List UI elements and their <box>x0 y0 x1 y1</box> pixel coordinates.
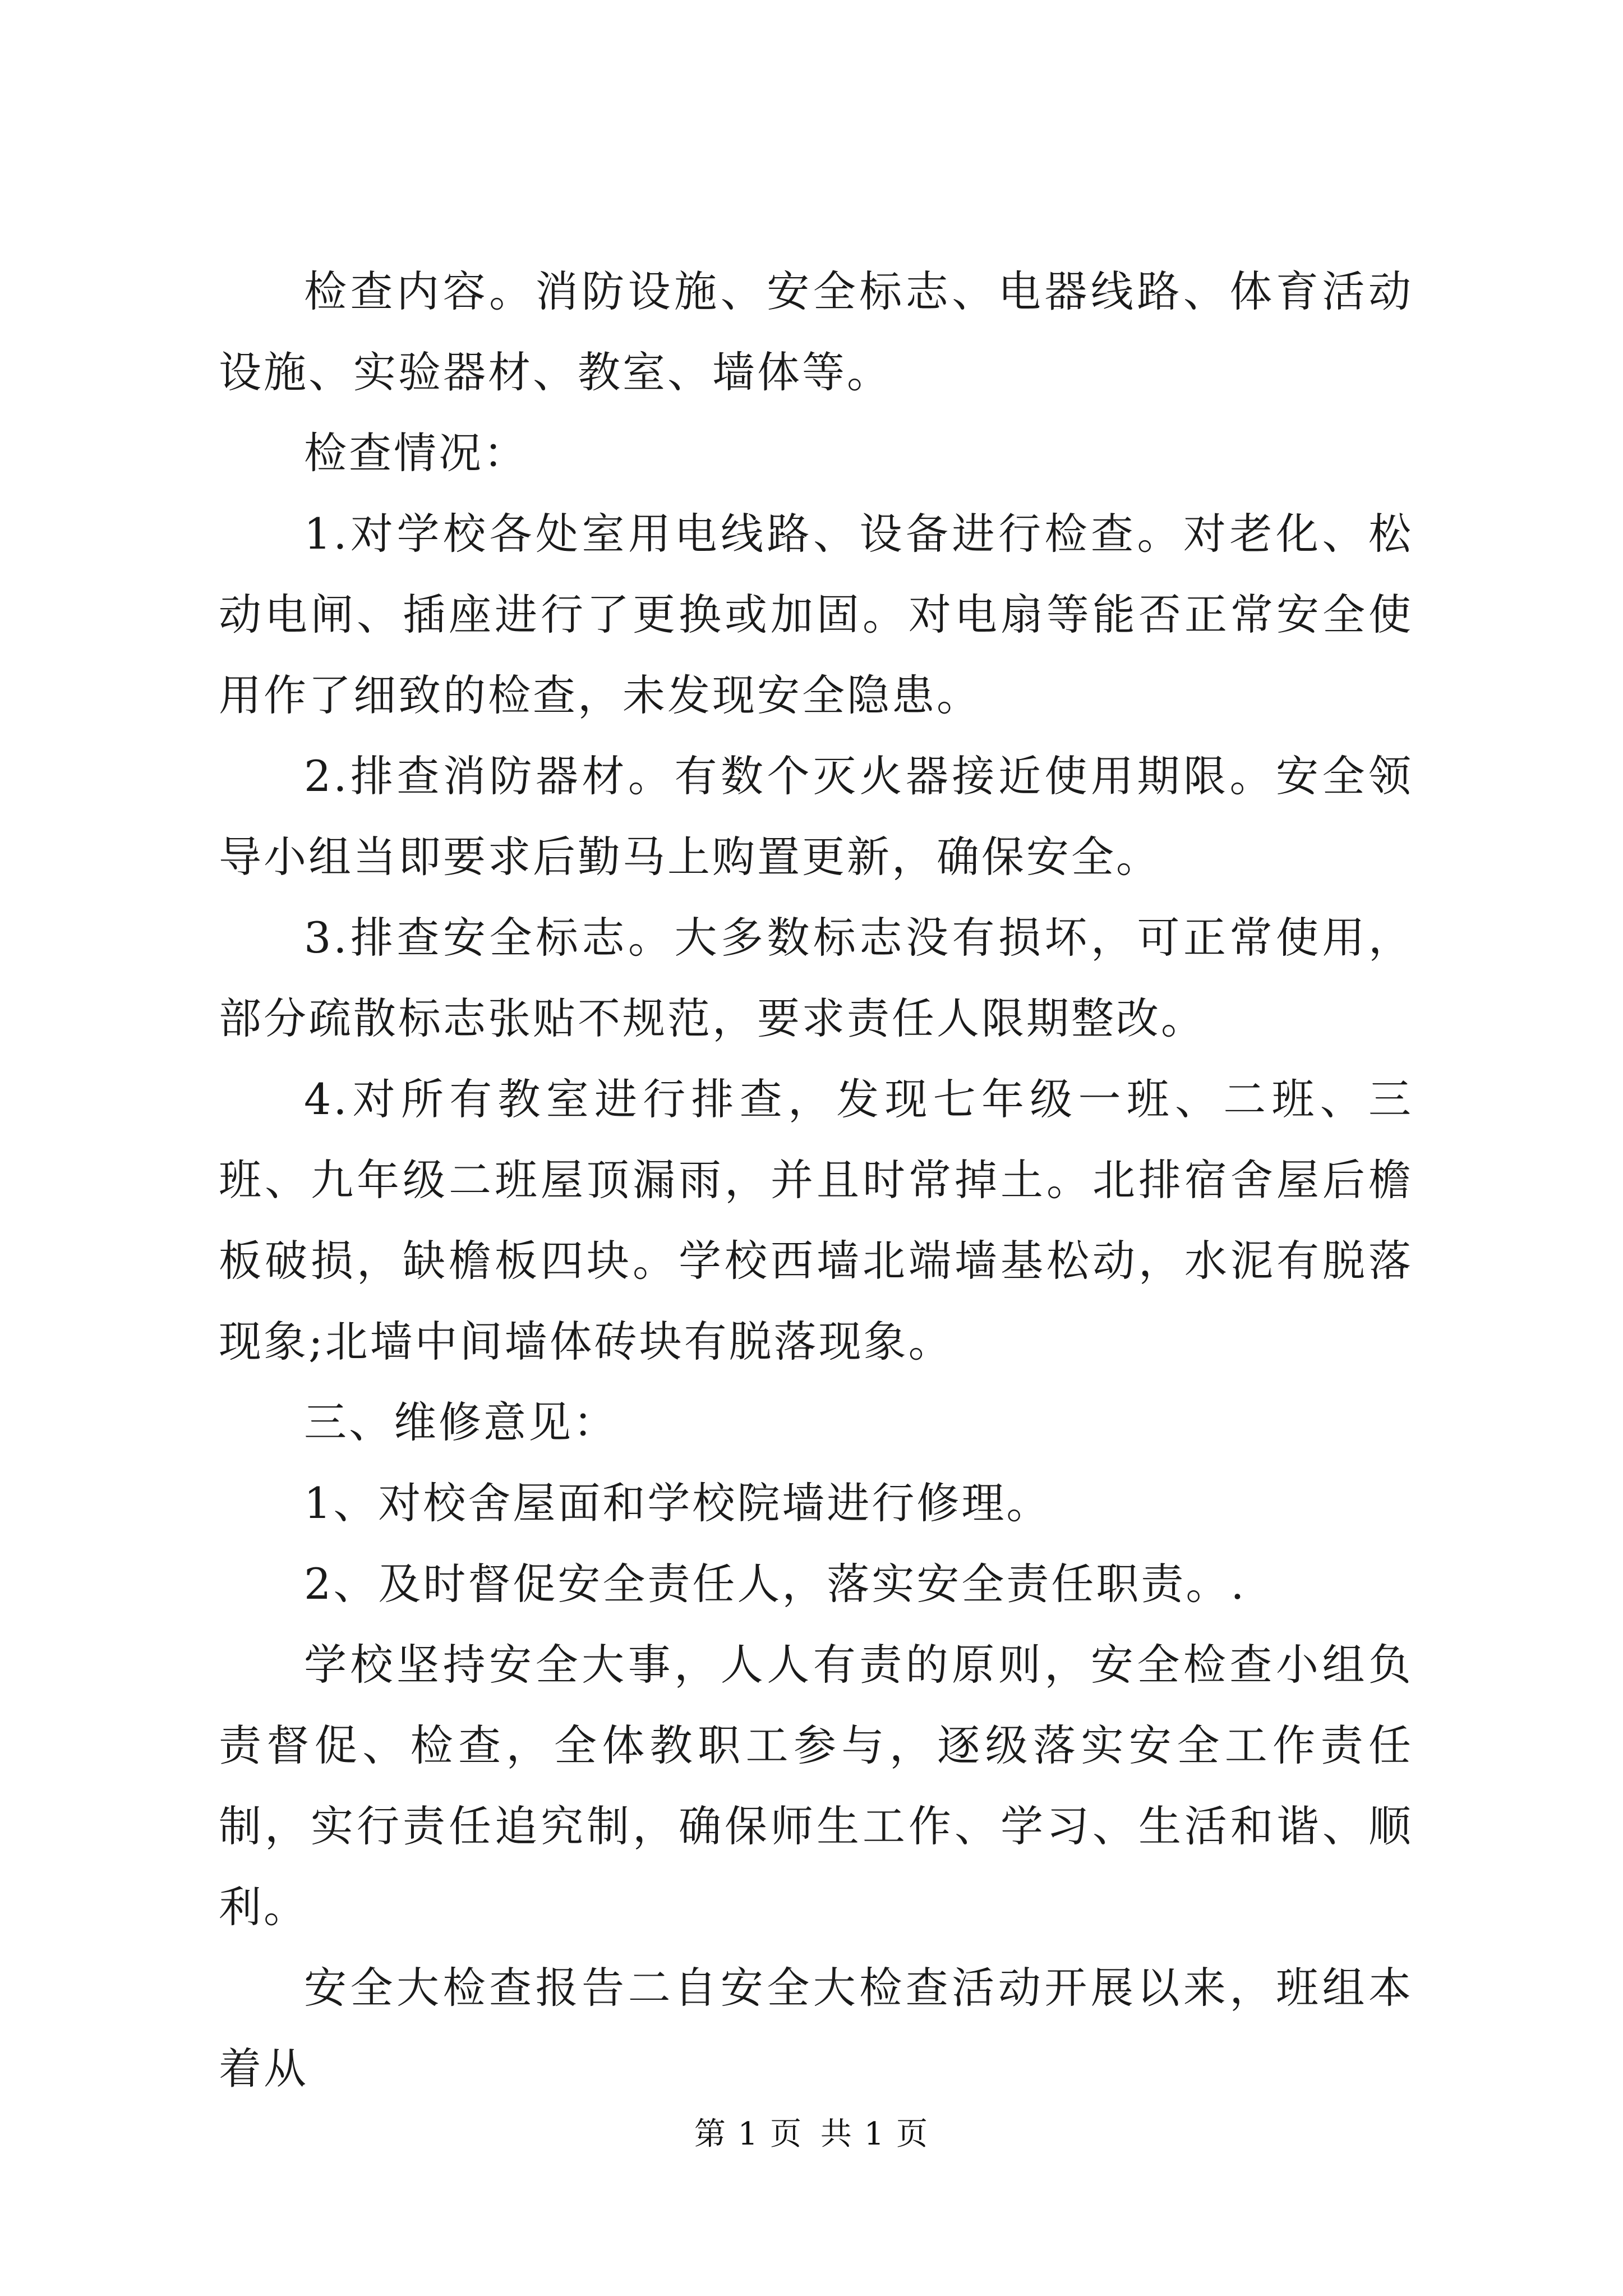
paragraph-school-principle: 学校坚持安全大事，人人有责的原则，安全检查小组负责督促、检查，全体教职工参与，逐级落实安全工作责任制，实行责任追究制，确保师生工作、学习、生活和谐、顺利。 <box>219 1640 1413 1932</box>
paragraph-inspection-content: 检查内容。消防设施、安全标志、电器线路、体育活动设施、实验器材、教室、墙体等。 <box>219 266 1413 397</box>
paragraph-item-2-fire-equipment: 2.排查消防器材。有数个灭火器接近使用期限。安全领导小组当即要求后勤马上购置更新，确保安全。 <box>219 751 1413 882</box>
document-body <box>219 251 1413 2109</box>
paragraph-repair-heading: 三、维修意见： <box>304 1397 618 1447</box>
paragraph-item-3-safety-signs: 3.排查安全标志。大多数标志没有损坏，可正常使用，部分疏散标志张贴不规范，要求责任人限期整改。 <box>219 913 1413 1043</box>
page-total: 共 1 页 <box>820 2116 929 2152</box>
page-number: 第 1 页 <box>694 2116 803 2152</box>
paragraph-repair-2: 2、及时督促安全责任人，落实安全责任职责。. <box>304 1559 1247 1609</box>
paragraph-item-4-classrooms: 4.对所有教室进行排查，发现七年级一班、二班、三班、九年级二班屋顶漏雨，并且时常掉土。北排宿舍屋后檐板破损，缺檐板四块。学校西墙北端墙基松动，水泥有脱落现象;北墙中间墙体砖块有脱落现象。 <box>219 1074 1413 1366</box>
paragraph-inspection-status-heading: 检查情况： <box>304 428 528 478</box>
paragraph-item-1-electrical: 1.对学校各处室用电线路、设备进行检查。对老化、松动电闸、插座进行了更换或加固。对电扇等能否正常安全使用作了细致的检查，未发现安全隐患。 <box>219 509 1413 720</box>
paragraph-repair-1: 1、对校舍屋面和学校院墙进行修理。 <box>304 1478 1052 1528</box>
paragraph-report-two-start: 安全大检查报告二自安全大检查活动开展以来，班组本着从 <box>219 1963 1413 2093</box>
page-footer <box>0 2109 1623 2154</box>
